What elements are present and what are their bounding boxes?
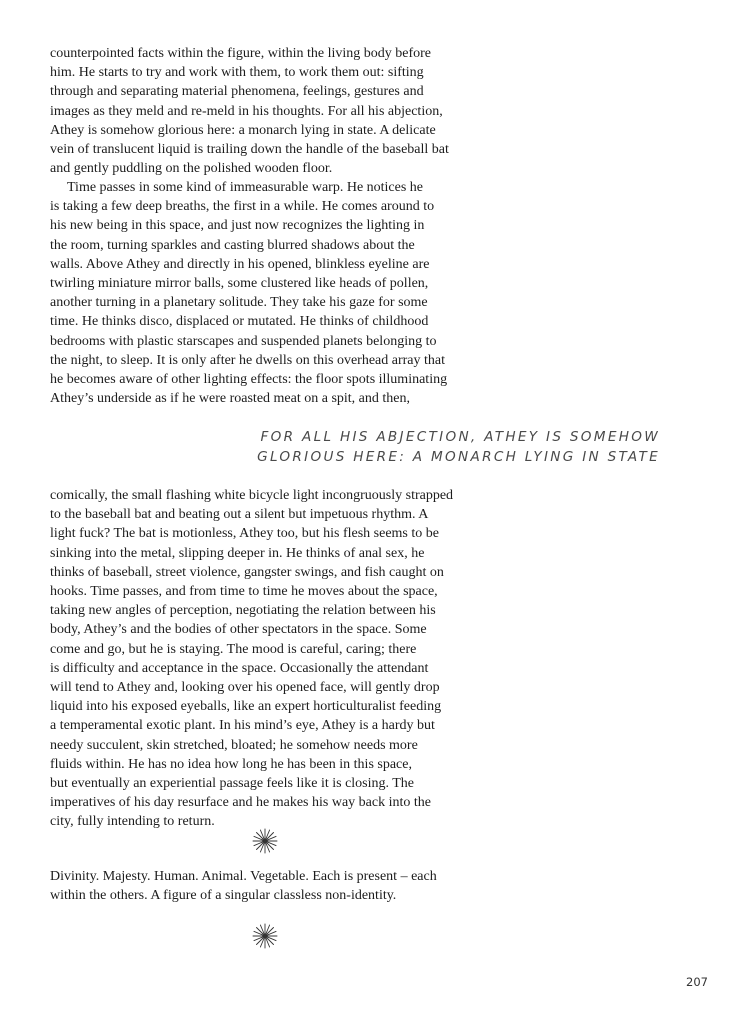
text-line: another turning in a planetary solitude. They take his gaze for some [50,295,428,311]
text-line: and gently puddling on the polished wooden floor. [50,161,333,177]
text-line: images as they meld and re-meld in his thoughts. For all his abjection, [50,103,443,119]
text-line: is taking a few deep breaths, the first in a while. He comes around to [50,199,435,215]
text-line: the night, to sleep. It is only after he dwells on this overhead array that [50,352,446,368]
text-line: twirling miniature mirror balls, some clustered like heads of pollen, [50,276,429,292]
pull-quote-line: FOR ALL HIS ABJECTION, ATHEY IS SOMEHOW [260,429,660,445]
text-line: his new being in this space, and just now recognizes the lighting in [50,218,425,234]
text-line: bedrooms with plastic starscapes and suspended planets belonging to [50,333,437,349]
body-paragraph [50,867,490,905]
text-line: sinking into the metal, slipping deeper in. He thinks of anal sex, he [50,545,425,561]
text-line: will tend to Athey and, looking over his opened face, will gently drop [50,680,440,696]
text-line: but eventually an experiential passage feels like it is closing. The [50,776,415,792]
text-line: he becomes aware of other lighting effects: the floor spots illuminating [50,372,448,388]
text-line: him. He starts to try and work with them, to work them out: sifting [50,65,424,81]
text-line: within the others. A figure of a singular classless non-identity. [50,888,397,904]
body-paragraph [50,486,490,832]
text-line: Athey is somehow glorious here: a monarch lying in state. A delicate [50,122,436,138]
text-line: light fuck? The bat is motionless, Athey too, but his flesh seems to be [50,526,439,542]
text-line: city, fully intending to return. [50,814,215,830]
text-line: fluids within. He has no idea how long he has been in this space, [50,756,412,772]
pull-quote-line: GLORIOUS HERE: A MONARCH LYING IN STATE [257,449,660,465]
text-line: Athey’s underside as if he were roasted meat on a spit, and then, [50,391,411,407]
text-line: imperatives of his day resurface and he makes his way back into the [50,795,431,811]
text-line: through and separating material phenomena, feelings, gestures and [50,84,424,100]
text-line: a temperamental exotic plant. In his mind’s eye, Athey is a hardy but [50,718,435,734]
text-line: time. He thinks disco, displaced or mutated. He thinks of childhood [50,314,429,330]
text-line: the room, turning sparkles and casting blurred shadows about the [50,237,415,253]
text-line: come and go, but he is staying. The mood is careful, caring; there [50,641,417,657]
text-line: liquid into his exposed eyeballs, like an expert horticulturalist feeding [50,699,442,715]
text-line: comically, the small flashing white bicycle light incongruously strapped [50,488,454,503]
text-line: vein of translucent liquid is trailing down the handle of the baseball bat [50,142,449,158]
body-paragraph [50,44,490,178]
starburst-icon [250,921,280,951]
text-line: is difficulty and acceptance in the space. Occasionally the attendant [50,660,429,676]
text-line: Divinity. Majesty. Human. Animal. Vegetable. Each is present – each [50,869,437,884]
text-line: taking new angles of perception, negotiating the relation between his [50,603,436,619]
body-paragraph [50,178,490,408]
pull-quote [240,427,660,467]
starburst-icon [250,826,280,856]
text-line: body, Athey’s and the bodies of other spectators in the space. Some [50,622,427,638]
text-line: walls. Above Athey and directly in his opened, blinkless eyeline are [50,256,430,272]
text-line: thinks of baseball, street violence, gangster swings, and fish caught on [50,564,444,580]
text-line: counterpointed facts within the figure, within the living body before [50,46,432,61]
text-line: Time passes in some kind of immeasurable warp. He notices he [67,180,424,195]
text-line: needy succulent, skin stretched, bloated; he somehow needs more [50,737,418,753]
text-line: to the baseball bat and beating out a silent but impetuous rhythm. A [50,507,429,523]
page-number: 207 [686,975,708,989]
text-line: hooks. Time passes, and from time to time he moves about the space, [50,584,438,600]
